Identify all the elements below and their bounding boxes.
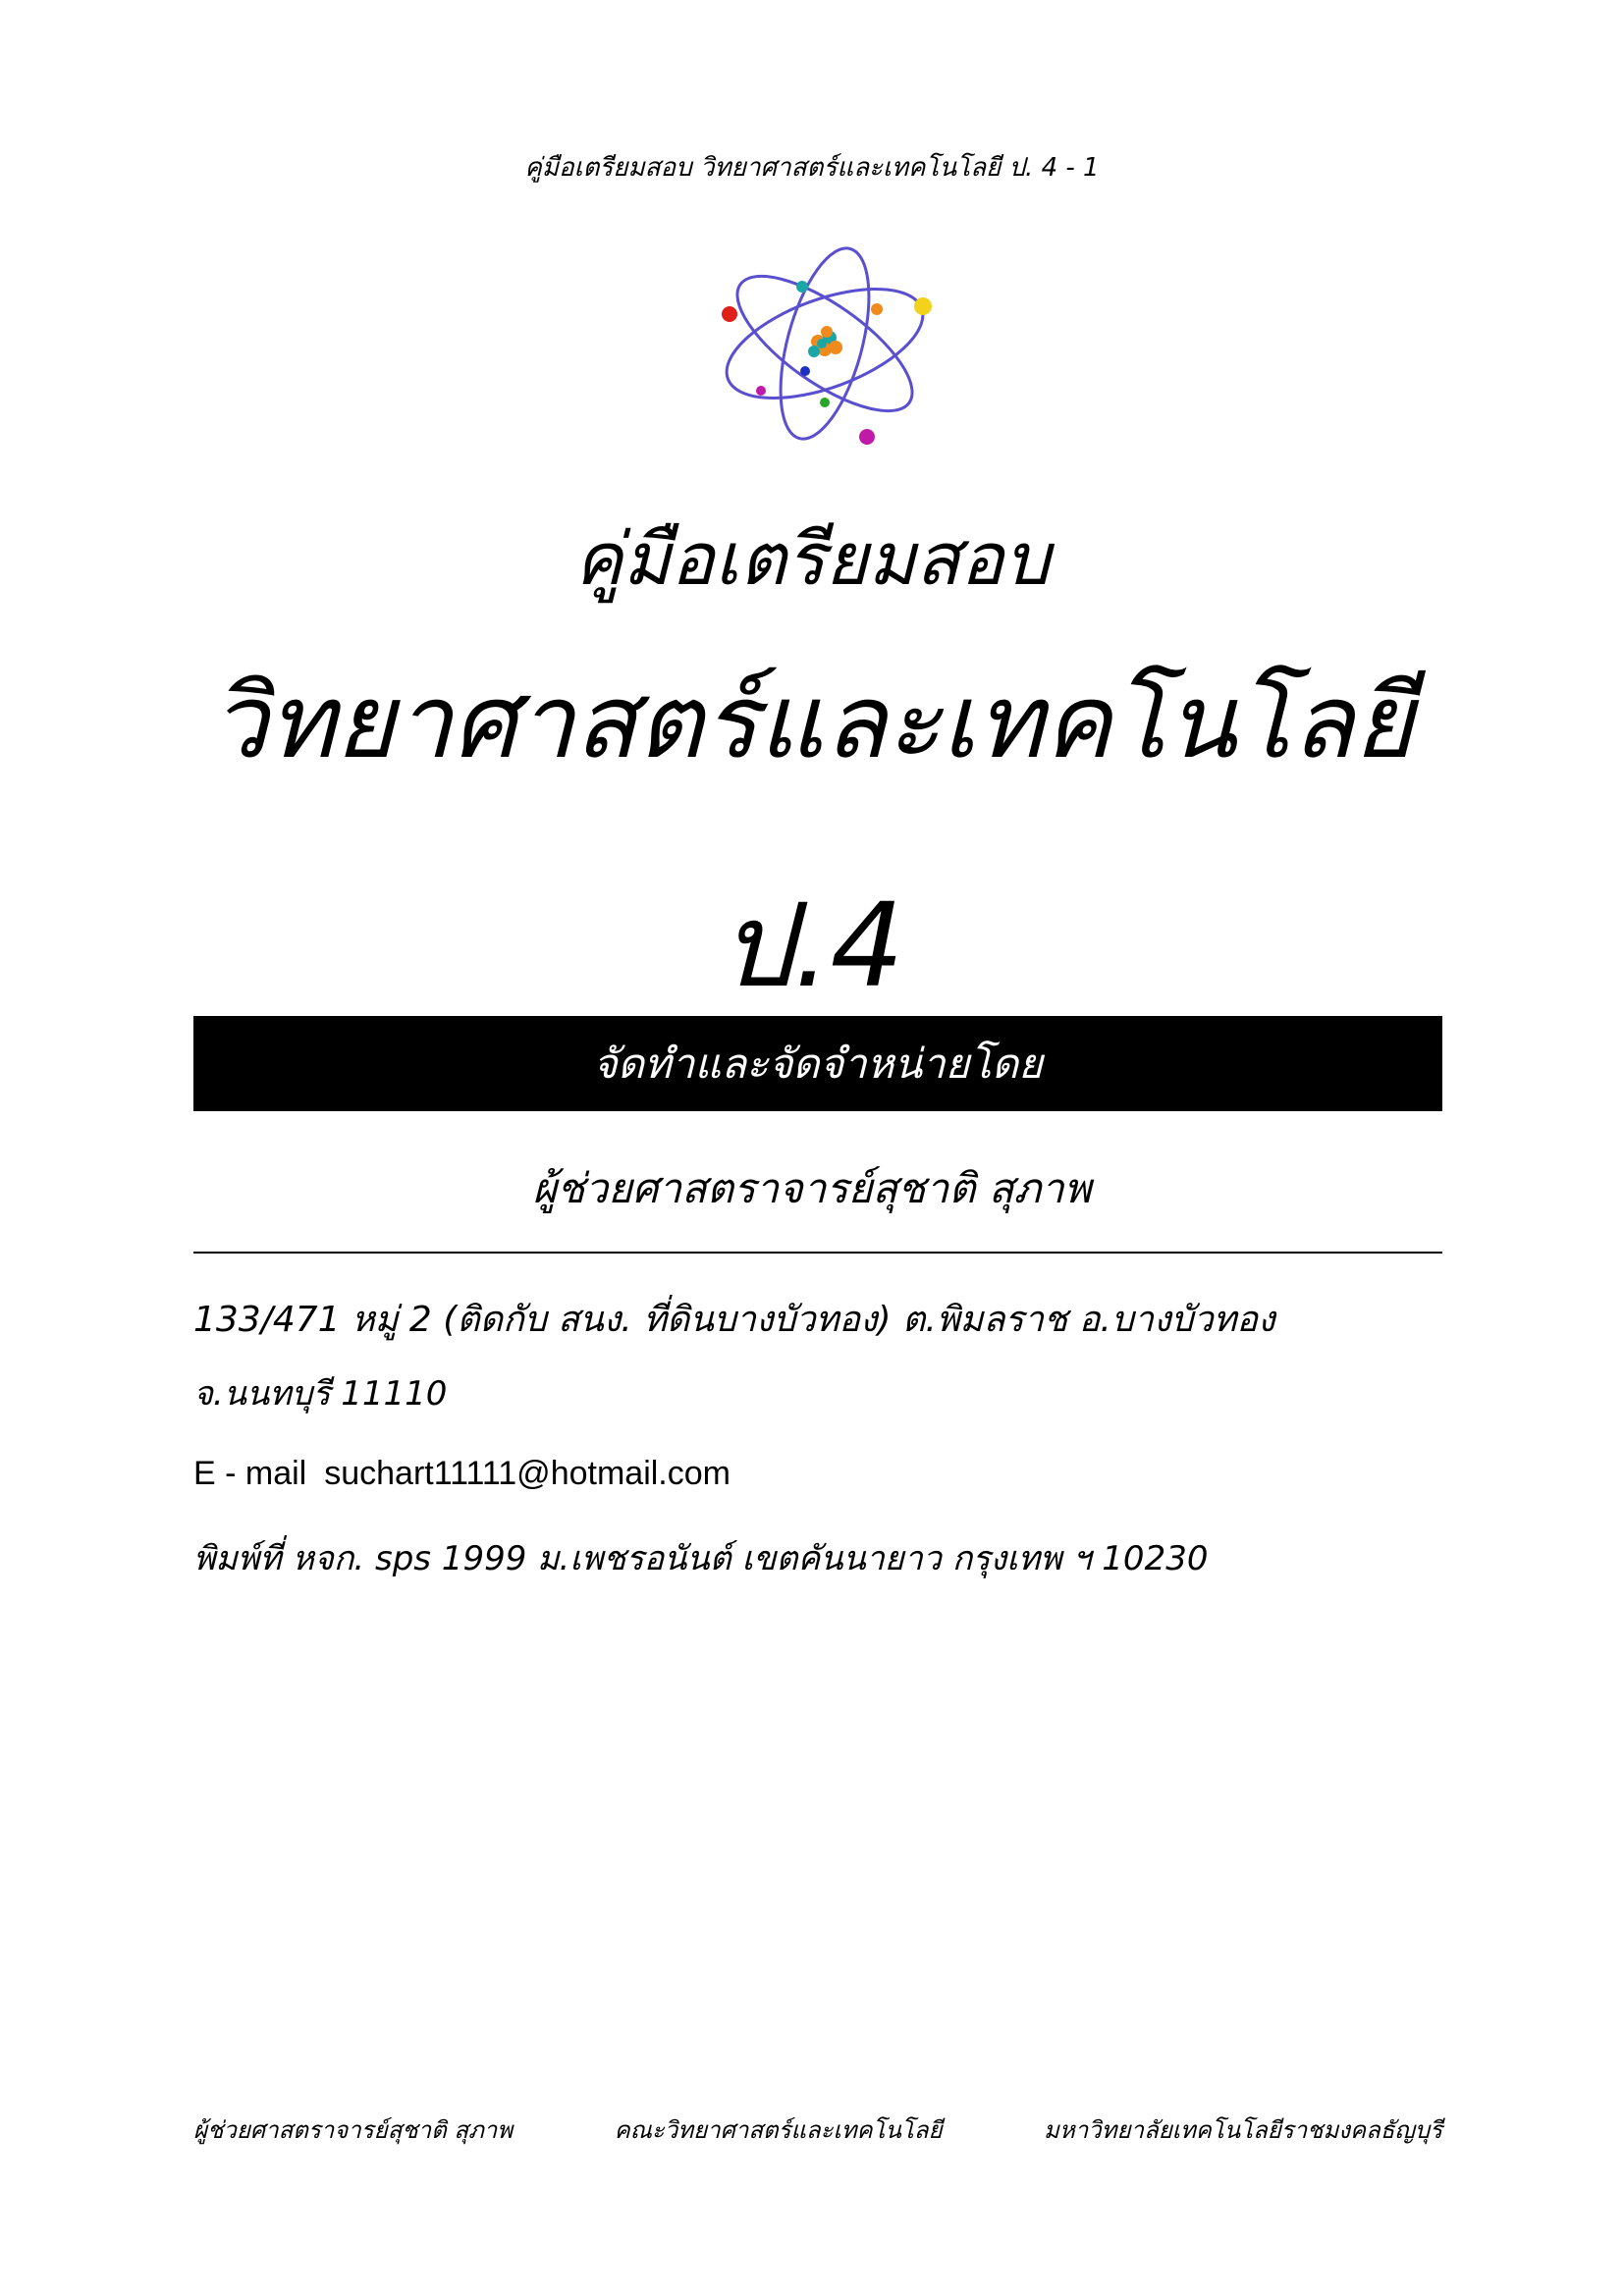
address-line-2: จ.นนทบุรี 11110 — [193, 1374, 448, 1414]
publisher-banner-text: จัดทำและจัดจำหน่ายโดย — [593, 1039, 1043, 1088]
running-header: คู่มือเตรียมสอบ วิทยาศาสตร์และเทคโนโลยี ป. 4 - 1 — [524, 153, 1100, 183]
page-footer — [193, 2110, 1442, 2149]
author-name: ผู้ช่วยศาสตราจารย์สุชาติ สุภาพ — [532, 1164, 1092, 1212]
footer-author: ผู้ช่วยศาสตราจารย์สุชาติ สุภาพ — [193, 2116, 514, 2144]
email-label: E - mail — [193, 1455, 307, 1492]
publisher-banner — [193, 1016, 1442, 1111]
email-value: suchart11111@hotmail.com — [324, 1455, 731, 1492]
email-line — [193, 1455, 731, 1493]
footer-faculty: คณะวิทยาศาสตร์และเทคโนโลยี — [614, 2116, 943, 2144]
atom-icon — [702, 226, 947, 471]
printer-line: พิมพ์ที่ หจก. sps 1999 ม.เพชรอนันต์ เขตคันนายาว กรุงเทพ ฯ 10230 — [193, 1539, 1209, 1578]
address-line-1: 133/471 หมู่ 2 (ติดกับ สนง. ที่ดินบางบัวทอง) ต.พิมลราช อ.บางบัวทอง — [193, 1300, 1275, 1340]
title-line-1: คู่มือเตรียมสอบ — [573, 517, 1051, 602]
divider — [193, 1252, 1442, 1254]
footer-university: มหาวิทยาลัยเทคโนโลยีราชมงคลธัญบุรี — [1044, 2116, 1442, 2144]
title-grade: ป.4 — [720, 878, 904, 1013]
title-line-2: วิทยาศาสตร์และเทคโนโลยี — [210, 662, 1414, 781]
